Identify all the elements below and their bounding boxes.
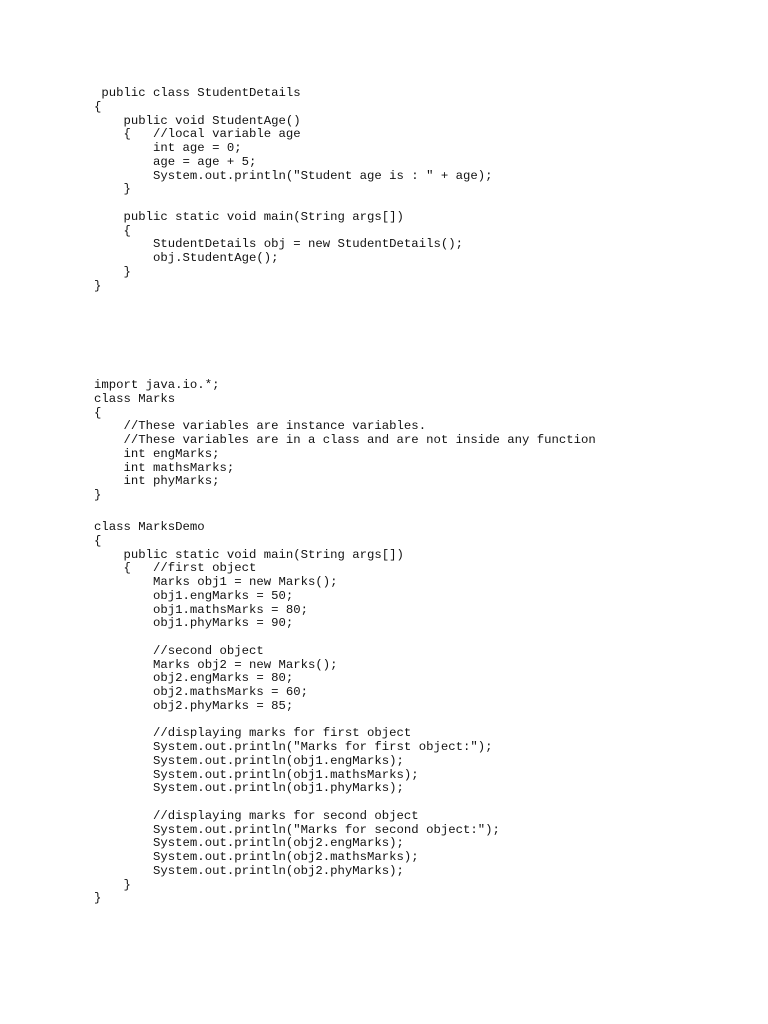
code-line: int phyMarks;: [94, 474, 220, 489]
code-line: Marks obj2 = new Marks();: [94, 657, 338, 672]
code-line: obj1.mathsMarks = 80;: [94, 602, 309, 617]
code-line: [94, 796, 500, 810]
code-line: System.out.println("Student age is : " + age);: [94, 168, 493, 183]
code-line: obj.StudentAge();: [94, 251, 279, 265]
code-line: [94, 197, 492, 211]
code-block-marks: [94, 379, 596, 503]
code-line: //displaying marks for second object: [94, 808, 419, 823]
code-line: System.out.println("Marks for second object:");: [94, 822, 500, 837]
code-line: public static void main(String args[]): [94, 209, 404, 224]
code-line: age = age + 5;: [94, 154, 257, 169]
code-line: [94, 631, 500, 645]
code-line: { //first object: [94, 561, 257, 576]
code-line: System.out.println(obj2.engMarks);: [94, 836, 404, 851]
code-line: import java.io.*;: [94, 378, 220, 392]
code-line: public static void main(String args[]): [94, 547, 404, 562]
code-line: StudentDetails obj = new StudentDetails();: [94, 237, 463, 252]
code-line: [94, 714, 500, 728]
code-line: Marks obj1 = new Marks();: [94, 575, 338, 589]
code-line: class MarksDemo: [94, 520, 205, 534]
code-line: {: [94, 405, 102, 420]
code-line: obj2.mathsMarks = 60;: [94, 685, 309, 699]
code-line: System.out.println("Marks for first object:");: [94, 740, 493, 754]
code-line: //displaying marks for first object: [94, 726, 412, 741]
code-line: {: [94, 99, 102, 114]
code-line: }: [94, 891, 102, 906]
code-line: }: [94, 182, 131, 197]
code-line: }: [94, 877, 131, 892]
code-line: System.out.println(obj2.phyMarks);: [94, 863, 404, 878]
code-line: obj2.phyMarks = 85;: [94, 698, 294, 713]
code-line: System.out.println(obj1.phyMarks);: [94, 781, 404, 796]
code-line: //These variables are instance variables.: [94, 419, 427, 434]
code-line: System.out.println(obj2.mathsMarks);: [94, 850, 419, 864]
code-line: public void StudentAge(): [94, 113, 301, 128]
code-line: public class StudentDetails: [94, 86, 301, 100]
code-line: int age = 0;: [94, 141, 242, 155]
code-line: System.out.println(obj1.mathsMarks);: [94, 767, 419, 782]
code-line: }: [94, 264, 131, 279]
code-line: {: [94, 223, 131, 238]
code-line: obj1.engMarks = 50;: [94, 588, 294, 603]
code-line: obj1.phyMarks = 90;: [94, 616, 294, 631]
code-line: }: [94, 278, 102, 293]
code-line: obj2.engMarks = 80;: [94, 671, 294, 686]
code-line: class Marks: [94, 391, 176, 406]
code-line: System.out.println(obj1.engMarks);: [94, 753, 404, 768]
code-line: //These variables are in a class and are not inside any function: [94, 433, 596, 447]
code-block-marks-demo: [94, 521, 500, 906]
code-line: //second object: [94, 643, 264, 658]
code-line: int engMarks;: [94, 446, 220, 461]
code-line: {: [94, 533, 102, 548]
code-line: { //local variable age: [94, 127, 301, 142]
code-block-student-details: [94, 87, 492, 293]
code-line: }: [94, 488, 102, 502]
code-line: int mathsMarks;: [94, 460, 235, 475]
